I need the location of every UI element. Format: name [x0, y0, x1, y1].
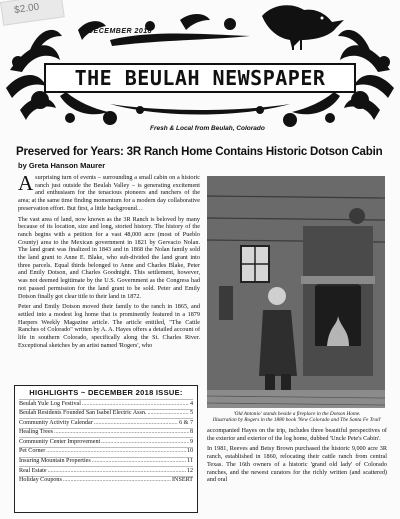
highlight-item[interactable]: Insuring Mountain Properties ..... 11 — [19, 457, 193, 467]
article-headline: Preserved for Years: 3R Ranch Home Contains Historic Dotson Cabin — [16, 146, 383, 158]
masthead — [0, 0, 400, 140]
highlights-box — [14, 385, 198, 513]
article-paragraph: Asurprising turn of events – surrounding a small cabin on a historic ranch just outside the Beulah Valley – is generating excitement and enthusiasm for the tenacious pioneers and ranchers of the area; at the same time finding momentum for a modern day collaborative preservation effort. But first, a little background… — [18, 174, 200, 212]
tagline: Fresh & Local from Beulah, Colorado — [150, 125, 265, 132]
illustration-caption — [209, 411, 385, 424]
article-left-column — [18, 174, 200, 384]
highlight-item[interactable]: Healing Trees ..... 8 — [19, 428, 193, 438]
highlights-title: HIGHLIGHTS ~ DECEMBER 2018 ISSUE: — [29, 388, 183, 397]
highlight-item[interactable]: Beulah Residents Founded San Isabel Electric Assn. ..... 5 — [19, 409, 193, 419]
illustration-art — [207, 176, 385, 408]
article-right-column — [207, 427, 387, 519]
article-paragraph: In 1981, Reeves and Betsy Brown purchased the historic 9,000 acre 3R ranch, established in 1860, relocating their cattle ranch from central Texas. The 16th owners of a historic 'grand old lady' of Colorado ranches, and the newest curators for the richly written (and scattered) and oral — [207, 445, 387, 484]
title-band — [44, 63, 356, 93]
highlight-item[interactable]: Community Activity Calendar ..... 6 & 7 — [19, 418, 193, 428]
highlight-item[interactable]: Beulah Yule Log Festival ..... 4 — [19, 399, 193, 409]
highlight-item[interactable]: Pet Corner ..... 10 — [19, 447, 193, 457]
highlight-item[interactable]: Community Center Improvement ..... 9 — [19, 437, 193, 447]
price-label: $2.00 — [13, 1, 40, 17]
highlight-item[interactable]: Holiday Coupons ..... INSERT — [19, 476, 193, 486]
article-paragraph: The vast area of land, now known as the 3R Ranch is beloved by many because of its location, size and long, storied history. The history of the ranch begins with a petition for a vast 48,000 acre (most of Pueblo County) area to the Mexican government in 1821 by Gervacio Nolan. The land grant was finalized in 1843 and in 1868 the Nolan family sold the land grant to Anne E. Blake, who sub-divided the land grant into three parcels. Equal thirds belonged to Anne and Charles Blake, Peter and Emily Dotson, and Charles Goodnight. This settlement, however, was not deemed legitimate by the U.S. Government as the Congress had not passed permission for the land grant to be sold. Peter and Emily Dotson finally got clear title to their land in 1872. — [18, 215, 200, 300]
caption-credit: Illustration by Rogers in the 1880 book 'New Colorado and The Santa Fe Trail' — [212, 417, 382, 424]
article-byline: by Greta Hanson Maurer — [18, 161, 106, 170]
caption-line: 'Old Antonio' stands beside a fireplace in the Dotson Home. — [233, 411, 361, 417]
article-paragraph: accompanied Hayes on the trip, includes three beautiful perspectives of the exterior and exterior of the log home, dubbed 'Uncle Pete's Cabin'. — [207, 427, 387, 442]
highlights-list — [15, 399, 197, 485]
highlight-item[interactable]: Real Estate ..... 12 — [19, 466, 193, 476]
article-paragraph: Peter and Emily Dotson moved their family to the ranch in 1865, and settled into a modest log home that is prominently featured in a 1879 Harpers Weekly Magazine article. The article entitled, "The Cattle Ranches of Colorado" written by A. A. Hayes offers a detailed account of life in southern Colorado, specifically along the St. Charles River. Exceptional sketches by an artist named 'Rogers', who — [18, 303, 200, 349]
newspaper-title: THE BEULAH NEWSPAPER — [74, 66, 326, 90]
drop-cap: A — [18, 174, 34, 195]
issue-date: DECEMBER 2018 — [88, 28, 153, 35]
dotson-fireplace-illustration — [207, 176, 385, 408]
